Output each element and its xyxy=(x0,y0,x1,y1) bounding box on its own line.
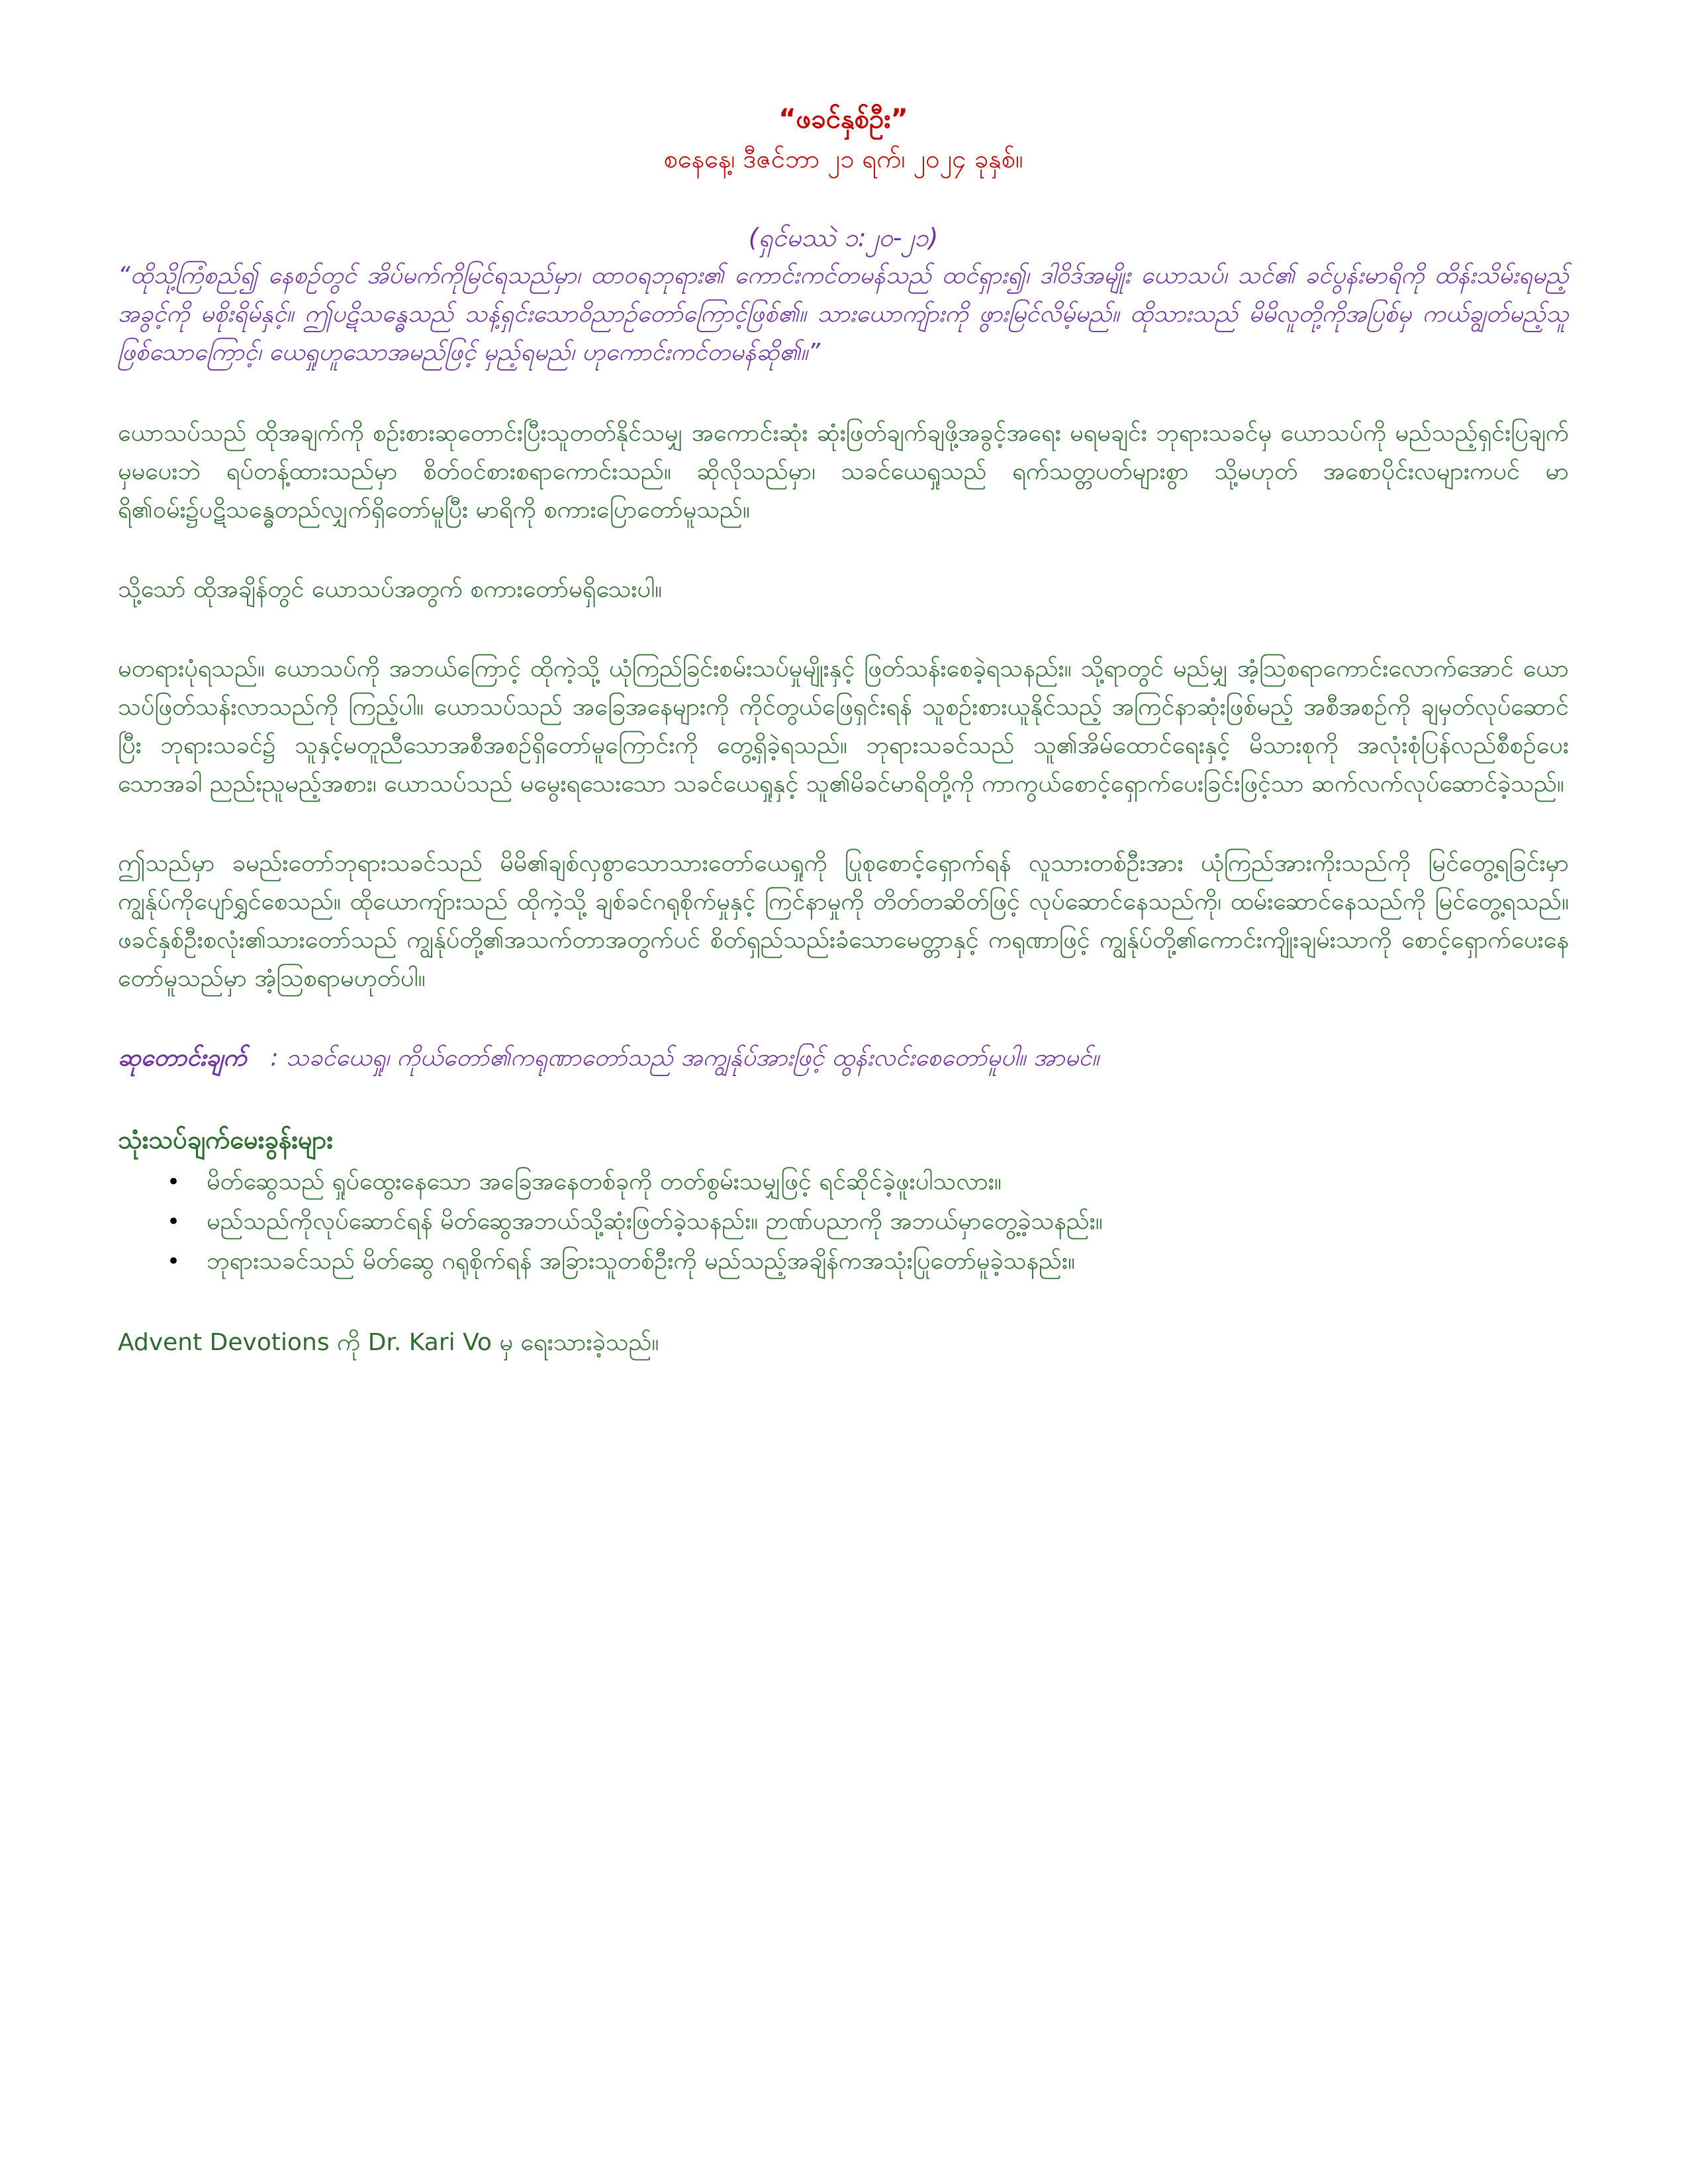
bullet-icon: • xyxy=(167,1248,181,1275)
question-item xyxy=(118,1202,1569,1242)
bullet-icon: • xyxy=(167,1208,181,1235)
prayer xyxy=(118,1039,1569,1077)
question-item xyxy=(118,1242,1569,1281)
body-paragraph-3: မတရားပုံရသည်။ ယောသပ်ကို အဘယ်ကြောင့် ထိုကဲ့သို့ ယုံကြည်ခြင်းစမ်းသပ်မှုမျိုးနှင့် ဖြတ်သန်းစေခဲ့ရသနည်း။ သို့ရာတွင် မည်မျှ အံ့ဩစရာကောင်းလောက်အောင် ယောသပ်ဖြတ်သန်းလာသည်ကို ကြည့်ပါ။ ယောသပ်သည် အခြေအနေများကို ကိုင်တွယ်ဖြေရှင်းရန် သူစဉ်းစားယူနိုင်သည့် အကြင်နာဆုံးဖြစ်မည့် အစီအစဉ်ကို ချမှတ်လုပ်ဆောင်ပြီး ဘုရားသခင်၌ သူနှင့်မတူညီသောအစီအစဉ်ရှိတော်မူကြောင်းကို တွေ့ရှိခဲ့ရသည်။ ဘုရားသခင်သည် သူ၏အိမ်ထောင်ရေးနှင့် မိသားစုကို အလုံးစုံပြန်လည်စီစဉ်ပေးသောအခါ ညည်းညူမည့်အစား၊ ယောသပ်သည် မမွေးရသေးသော သခင်ယေရှုနှင့် သူ၏မိခင်မာရိတို့ကို ကာကွယ်စောင့်ရှောက်ပေးခြင်းဖြင့်သာ ဆက်လက်လုပ်ဆောင်ခဲ့သည်။ xyxy=(118,655,1569,797)
question-text: မည်သည်ကိုလုပ်ဆောင်ရန် မိတ်ဆွေအဘယ်သို့ဆုံးဖြတ်ခဲ့သနည်း။ ဉာဏ်ပညာကို အဘယ်မှာတွေ့ခဲ့သနည်း။ xyxy=(207,1208,1103,1235)
scripture-reference: (ရှင်မဿဲ ၁:၂၀-၂၁) xyxy=(748,223,939,252)
devotion-date: စနေနေ့၊ ဒီဇင်ဘာ ၂၁ ရက်၊ ၂၀၂၄ ခုနှစ်။ xyxy=(663,144,1023,173)
devotion-title: “ဖခင်နှစ်ဦး” xyxy=(778,104,908,134)
question-text: မိတ်ဆွေသည် ရှုပ်ထွေးနေသော အခြေအနေတစ်ခုကို တတ်စွမ်းသမျှဖြင့် ရင်ဆိုင်ခဲ့ဖူးပါသလား။ xyxy=(207,1168,1002,1195)
bullet-icon: • xyxy=(167,1169,181,1195)
questions-heading: သုံးသပ်ချက်မေးခွန်းများ xyxy=(118,1125,334,1154)
scripture-text: “ထိုသို့ကြံစည်၍ နေစဉ်တွင် အိပ်မက်ကိုမြင်ရသည်မှာ၊ ထာဝရဘုရား၏ ကောင်းကင်တမန်သည် ထင်ရှား၍၊ ဒါဝိဒ်အမျိုး ယောသပ်၊ သင်၏ ခင်ပွန်းမာရိကို ထိန်းသိမ်းရမည့်အခွင့်ကို မစိုးရိမ်နှင့်။ ဤပဋိသန္ဓေသည် သန့်ရှင်းသောဝိညာဉ်တော်ကြောင့်ဖြစ်၏။ သားယောကျ်ားကို ဖွားမြင်လိမ့်မည်။ ထိုသားသည် မိမိလူတို့ကိုအပြစ်မှ ကယ်ချွတ်မည့်သူဖြစ်သောကြောင့်၊ ယေရှုဟူသောအမည်ဖြင့် မှည့်ရမည်၊ ဟုကောင်းကင်တမန်ဆို၏။” xyxy=(118,262,1569,366)
question-item xyxy=(118,1162,1569,1202)
question-text: ဘုရားသခင်သည် မိတ်ဆွေ ဂရုစိုက်ရန် အခြားသူတစ်ဦးကို မည်သည့်အချိန်ကအသုံးပြုတော်မူခဲ့သနည်း။ xyxy=(207,1248,1075,1275)
body-paragraph-1: ယောသပ်သည် ထိုအချက်ကို စဉ်းစားဆုတောင်းပြီးသူတတ်နိုင်သမျှ အကောင်းဆုံး ဆုံးဖြတ်ချက်ချဖို့အခွင့်အရေး မရမချင်း ဘုရားသခင်မှ ယောသပ်ကို မည်သည့်ရှင်းပြချက်မှမပေးဘဲ ရပ်တန့်ထားသည်မှာ စိတ်ဝင်စားစရာကောင်းသည်။ ဆိုလိုသည်မှာ၊ သခင်ယေရှုသည် ရက်သတ္တပတ်များစွာ သို့မဟုတ် အစောပိုင်းလများကပင် မာရိ၏ဝမ်း၌ပဋိသန္ဓေတည်လျှက်ရှိတော်မူပြီး မာရိကို စကားပြောတော်မူသည်။ xyxy=(118,420,1569,523)
body-paragraph-4: ဤသည်မှာ ခမည်းတော်ဘုရားသခင်သည် မိမိ၏ချစ်လှစွာသောသားတော်ယေရှုကို ပြုစုစောင့်ရှောက်ရန် လူသားတစ်ဦးအား ယုံကြည်အားကိုးသည်ကို မြင်တွေ့ရခြင်းမှာ ကျွန်ုပ်ကိုပျော်ရွှင်စေသည်။ ထိုယောကျ်ားသည် ထိုကဲ့သို့ ချစ်ခင်ဂရုစိုက်မှုနှင့် ကြင်နာမှုကို တိတ်တဆိတ်ဖြင့် လုပ်ဆောင်နေသည်ကို၊ ထမ်းဆောင်နေသည်ကို မြင်တွေ့ရသည်။ ဖခင်နှစ်ဦးစလုံး၏သားတော်သည် ကျွန်ုပ်တို့၏အသက်တာအတွက်ပင် စိတ်ရှည်သည်းခံသောမေတ္တာနှင့် ကရုဏာဖြင့် ကျွန်ုပ်တို့၏ကောင်းကျိုးချမ်းသာကို စောင့်ရှောက်ပေးနေတော်မူသည်မှာ အံ့ဩစရာမဟုတ်ပါ။ xyxy=(118,850,1569,992)
author-credit: Advent Devotions ကို Dr. Kari Vo မှ ရေးသားခဲ့သည်။ xyxy=(118,1329,659,1356)
document-content xyxy=(118,99,1569,1362)
body-paragraph-2: သို့သော် ထိုအချိန်တွင် ယောသပ်အတွက် စကားတော်မရှိသေးပါ။ xyxy=(118,576,663,603)
prayer-text: : သခင်ယေရှု၊ ကိုယ်တော်၏ကရုဏာတော်သည် အကျွန်ုပ်အားဖြင့် ထွန်းလင်းစေတော်မူပါ။ အာမင်။ xyxy=(270,1044,1100,1071)
questions-list xyxy=(118,1162,1569,1281)
prayer-label: ဆုတောင်းချက် xyxy=(118,1044,247,1071)
